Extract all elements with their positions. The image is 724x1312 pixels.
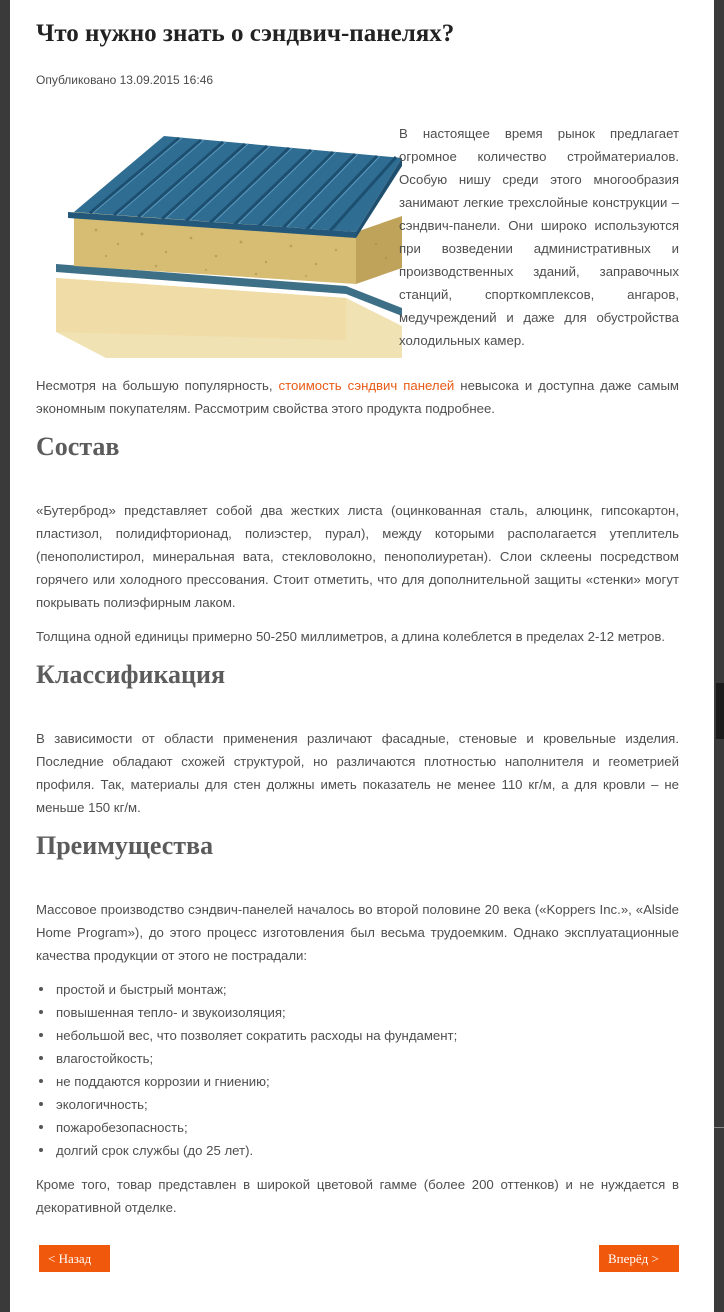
- article-page: [10, 0, 714, 1312]
- bullet-icon: [39, 1102, 43, 1106]
- list-item: [56, 978, 679, 1001]
- list-item-text: простой и быстрый монтаж;: [56, 982, 227, 997]
- prev-button[interactable]: < Назад: [39, 1245, 110, 1272]
- bullet-icon: [39, 1056, 43, 1060]
- advantages-list: [36, 978, 679, 1162]
- list-item-text: не поддаются коррозии и гниению;: [56, 1074, 270, 1089]
- publish-date: Опубликовано 13.09.2015 16:46: [36, 73, 214, 87]
- list-item: [56, 1070, 679, 1093]
- pagination: [36, 1245, 679, 1272]
- sandwich-panel-image: [46, 126, 402, 358]
- list-item-text: долгий срок службы (до 25 лет).: [56, 1143, 254, 1158]
- bullet-icon: [39, 987, 43, 991]
- color-range-paragraph: Кроме того, товар представлен в широкой цветовой гамме (более 200 оттенков) и не нуждается в декоративной отделке.: [36, 1177, 679, 1215]
- list-item-text: влагостойкость;: [56, 1051, 154, 1066]
- bullet-icon: [39, 1010, 43, 1014]
- scrollbar-thumb[interactable]: [716, 683, 724, 739]
- list-item-text: небольшой вес, что позволяет сократить расходы на фундамент;: [56, 1028, 458, 1043]
- popularity-text-after: невысока и доступна даже самым экономным покупателям. Рассмотрим свойства этого продукта подробнее.: [36, 378, 679, 416]
- list-item-text: экологичность;: [56, 1097, 148, 1112]
- panel-price-link[interactable]: стоимость сэндвич панелей: [278, 378, 455, 393]
- list-item: [56, 1001, 679, 1024]
- list-item: [56, 1139, 679, 1162]
- edge-divider: [714, 1127, 724, 1128]
- popularity-text-before: Несмотря на большую популярность,: [36, 378, 279, 393]
- section-title-advantages: Преимущества: [36, 831, 214, 860]
- bullet-icon: [39, 1079, 43, 1083]
- intro-paragraph: В настоящее время рынок предлагает огромное количество стройматериалов. Особую нишу среди этого многообразия занимают легкие трехслойные конструкции – сэндвич-панели. Они широко используются при возведении административных и производственных зданий, заправочных станций, спорткомплексов, ангаров, медучреждений и даже для обустройства холодильных камер.: [399, 126, 679, 348]
- list-item: [56, 1047, 679, 1070]
- bullet-icon: [39, 1125, 43, 1129]
- list-item: [56, 1093, 679, 1116]
- list-item-text: пожаробезопасность;: [56, 1120, 188, 1135]
- section-title-composition: Состав: [36, 432, 120, 461]
- intro-block: [36, 122, 679, 374]
- classification-paragraph: В зависимости от области применения различают фасадные, стеновые и кровельные изделия. Последние обладают схожей структурой, но различаются плотностью наполнителя и геометрией профиля. Так, материалы для стен должны иметь показатель не менее 110 кг/м, а для кровли – не меньше 150 кг/м.: [36, 731, 679, 815]
- dimensions-paragraph: Толщина одной единицы примерно 50-250 миллиметров, а длина колеблется в пределах 2-12 метров.: [36, 629, 666, 644]
- list-item: [56, 1116, 679, 1139]
- page-title: Что нужно знать о сэндвич-панелях?: [36, 20, 455, 47]
- composition-paragraph: «Бутерброд» представляет собой два жестких листа (оцинкованная сталь, алюцинк, гипсокартон, пластизол, полидифторионад, полиэстер, пурал), между которыми располагается утеплитель (пенополистирол, минеральная вата, стекловолокно, пенополиуретан). Слои склеены посредством горячего или холодного прессования. Стоит отметить, что для дополнительной защиты «стенки» могут покрывать полиэфирным лаком.: [36, 503, 679, 610]
- next-button[interactable]: Вперёд >: [599, 1245, 679, 1272]
- list-item: [56, 1024, 679, 1047]
- list-item-text: повышенная тепло- и звукоизоляция;: [56, 1005, 286, 1020]
- bullet-icon: [39, 1148, 43, 1152]
- bullet-icon: [39, 1033, 43, 1037]
- popularity-paragraph: [36, 374, 679, 420]
- advantages-paragraph: Массовое производство сэндвич-панелей началось во второй половине 20 века («Koppers Inc.», «Alside Home Program»), до этого процесс изготовления был весьма трудоемким. Однако эксплуатационные качества продукции от этого не пострадали:: [36, 902, 679, 963]
- section-title-classification: Классификация: [36, 660, 226, 689]
